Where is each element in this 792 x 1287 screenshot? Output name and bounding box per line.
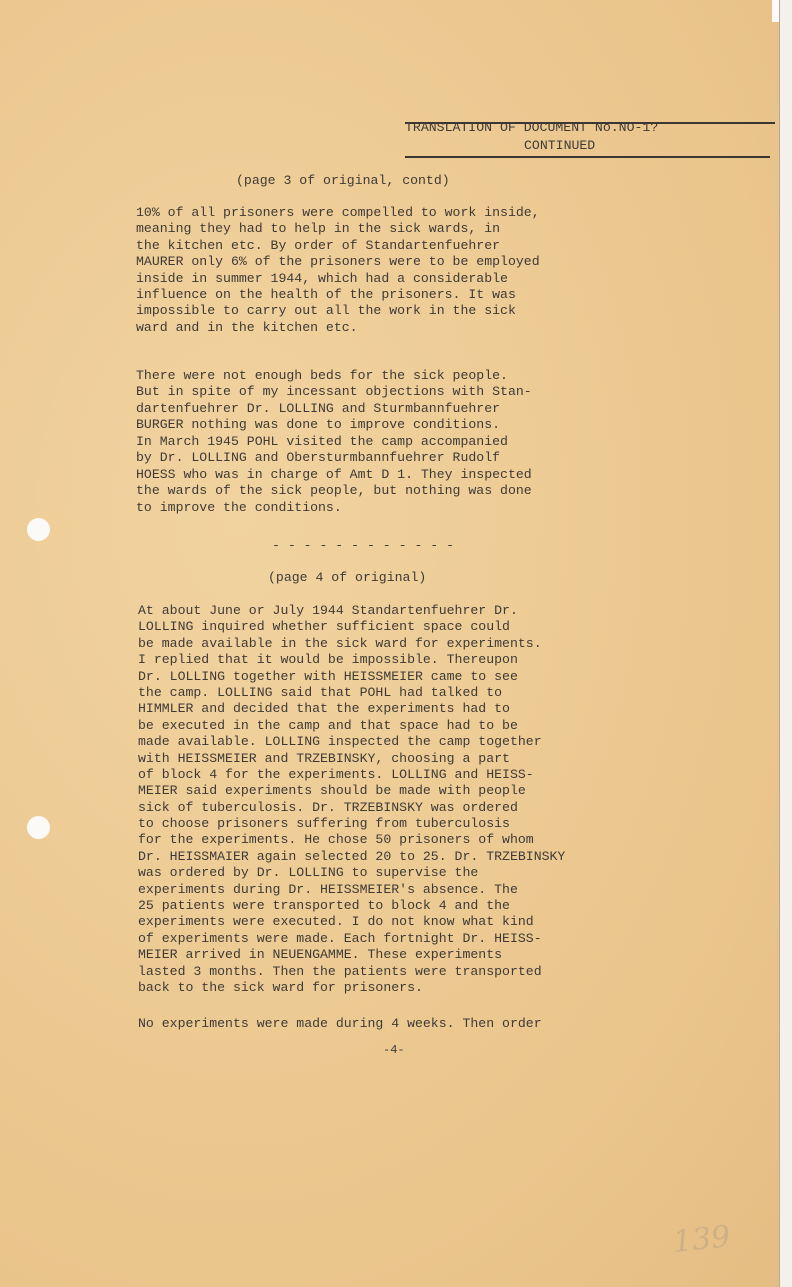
text-line: the wards of the sick people, but nothing was done <box>136 483 532 499</box>
text-line: back to the sick ward for prisoners. <box>138 979 423 995</box>
header-rule-bottom <box>405 156 770 158</box>
text-line: to choose prisoners suffering from tuberculosis <box>138 816 510 832</box>
text-line: I replied that it would be impossible. Thereupon <box>138 652 518 668</box>
text-line: with HEISSMEIER and TRZEBINSKY, choosing a part <box>138 750 510 766</box>
page-edge <box>779 0 792 1287</box>
text-line: sick of tuberculosis. Dr. TRZEBINSKY was ordered <box>138 799 518 815</box>
page-number: -4- <box>383 1043 405 1057</box>
text-line: of experiments were made. Each fortnight Dr. HEISS- <box>138 930 542 946</box>
text-line: HOESS who was in charge of Amt D 1. They inspected <box>136 466 532 482</box>
text-line: MAURER only 6% of the prisoners were to be employed <box>136 254 540 270</box>
text-line: 10% of all prisoners were compelled to work inside, <box>136 205 540 220</box>
text-line: 25 patients were transported to block 4 and the <box>138 898 510 914</box>
text-line: ward and in the kitchen etc. <box>136 319 358 335</box>
text-line: BURGER nothing was done to improve conditions. <box>136 417 501 433</box>
text-line: No experiments were made during 4 weeks. Then order <box>138 1016 542 1031</box>
text-line: At about June or July 1944 Standartenfuehrer Dr. <box>138 603 518 618</box>
section-separator: - - - - - - - - - - - - <box>272 538 455 553</box>
page4-heading: (page 4 of original) <box>268 570 427 585</box>
text-line: be executed in the camp and that space had to be <box>138 717 518 733</box>
text-line: made available. LOLLING inspected the camp together <box>138 734 542 750</box>
paragraph <box>136 368 532 434</box>
text-line: inside in summer 1944, which had a considerable <box>136 270 508 286</box>
text-line: was ordered by Dr. LOLLING to supervise the <box>138 865 479 881</box>
punch-hole <box>27 816 50 839</box>
text-line: MEIER said experiments should be made with people <box>138 783 526 799</box>
text-line: dartenfuehrer Dr. LOLLING and Sturmbannfuehrer <box>136 400 501 416</box>
text-line: lasted 3 months. Then the patients were transported <box>138 963 542 979</box>
text-line: be made available in the sick ward for experiments. <box>138 635 542 651</box>
text-line: experiments during Dr. HEISSMEIER's absence. The <box>138 881 518 897</box>
text-line: impossible to carry out all the work in the sick <box>136 303 516 319</box>
text-line: influence on the health of the prisoners. It was <box>136 286 516 302</box>
punch-hole <box>27 518 50 541</box>
paragraph <box>138 603 565 996</box>
page3-heading: (page 3 of original, contd) <box>236 173 450 188</box>
text-line: meaning they had to help in the sick wards, in <box>136 221 501 237</box>
text-line: MEIER arrived in NEUENGAMME. These experiments <box>138 947 503 963</box>
text-line: by Dr. LOLLING and Obersturmbannfuehrer Rudolf <box>136 450 501 466</box>
text-line: for the experiments. He chose 50 prisoners of whom <box>138 832 534 848</box>
text-line: the kitchen etc. By order of Standartenfuehrer <box>136 237 501 253</box>
text-line: Dr. HEISSMAIER again selected 20 to 25. Dr. TRZEBINSKY <box>138 848 566 864</box>
handwritten-folio: 139 <box>671 1219 732 1260</box>
text-line: the camp. LOLLING said that POHL had talked to <box>138 684 503 700</box>
text-line: HIMMLER and decided that the experiments had to <box>138 701 510 717</box>
text-line: LOLLING inquired whether sufficient space could <box>138 619 510 635</box>
text-line: to improve the conditions. <box>136 499 342 515</box>
text-line: But in spite of my incessant objections with Stan- <box>136 384 532 400</box>
text-line: Dr. LOLLING together with HEISSMEIER came to see <box>138 668 518 684</box>
text-line: of block 4 for the experiments. LOLLING and HEISS- <box>138 766 534 782</box>
paragraph <box>138 1016 542 1032</box>
document-title: TRANSLATION OF DOCUMENT No.NO-1? <box>405 120 659 135</box>
paragraph <box>136 434 532 516</box>
paragraph <box>136 205 540 336</box>
text-line: In March 1945 POHL visited the camp accompanied <box>136 434 508 449</box>
text-line: There were not enough beds for the sick people. <box>136 368 508 383</box>
document-subtitle: CONTINUED <box>524 138 596 153</box>
text-line: experiments were executed. I do not know what kind <box>138 914 534 930</box>
